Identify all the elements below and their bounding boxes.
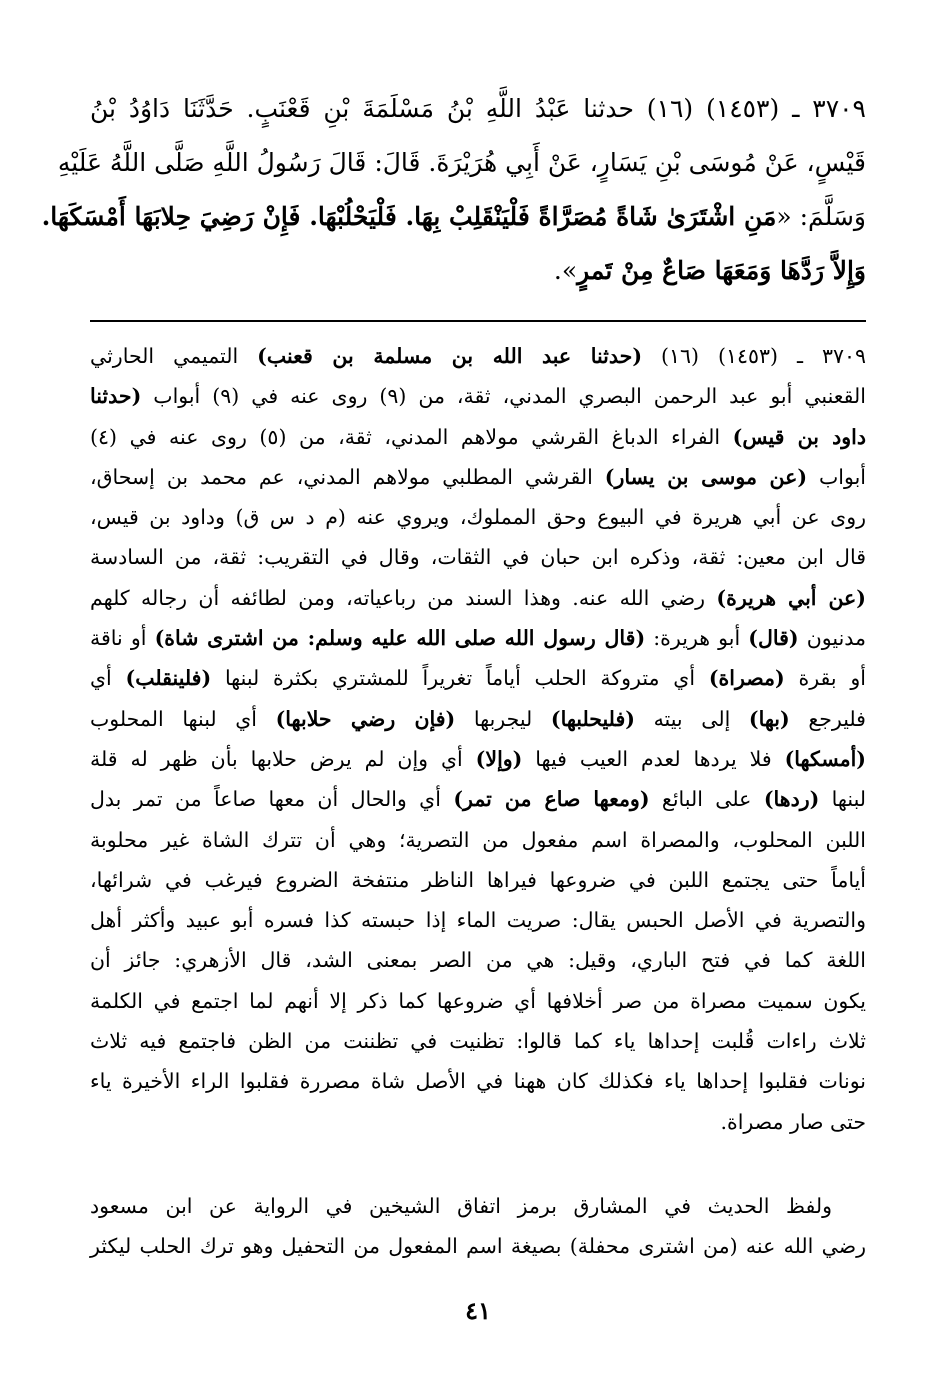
bold-segment: (بها): [748, 706, 790, 731]
commentary-line: [90, 940, 866, 980]
text-segment: إلى بيته: [634, 706, 749, 731]
hadith-line: [41, 190, 866, 244]
commentary-line: [90, 457, 866, 497]
second-paragraph: [90, 1186, 866, 1266]
bold-segment: داود بن قيس): [732, 424, 866, 449]
text-segment: فلا يردها لعدم العيب فيها: [522, 746, 785, 771]
text-segment: القرشي المطلبي مولاهم المدني، عم محمد بن إسحاق،: [90, 464, 605, 489]
commentary-line: [90, 900, 866, 940]
book-page: [41, 0, 867, 1383]
hadith-line: [90, 244, 866, 298]
text-segment: والتصرية في الأصل الحبس يقال: صريت الماء إذا حبسته كذا فسره أبو عبيد وأكثر أهل: [90, 908, 866, 933]
text-segment: أياماً حتى يجتمع اللبن في ضروعها فيراها الناظر منتفخة الضروع فيرغب في شرائها،: [90, 867, 866, 892]
text-segment: قال ابن معين: ثقة، وذكره ابن حبان في الثقات، وقال في التقريب: ثقة، من السادسة: [90, 545, 866, 570]
bold-segment: (قال): [748, 626, 799, 651]
commentary-line: [90, 981, 866, 1021]
text-segment: ٣٧٠٩ ـ (١٤٥٣) (١٦): [642, 344, 867, 368]
footnote-divider: [90, 320, 866, 322]
commentary-line: [90, 820, 866, 860]
text-segment: فليرجع: [789, 706, 866, 731]
text-segment: ليجربها: [455, 706, 551, 731]
commentary-line: [90, 658, 866, 698]
text-segment: ».: [553, 256, 578, 285]
commentary-line: [90, 739, 866, 779]
text-segment: قَيْسٍ، عَنْ مُوسَى بْنِ يَسَارٍ، عَنْ أَبِي هُرَيْرَةَ. قَالَ: قَالَ رَسُولُ اللَّهِ صَلَّى اللَّهُ عَلَيْهِ: [57, 148, 866, 177]
hadith-line: [57, 136, 866, 190]
bold-segment: (ومعها صاع من تمر): [453, 787, 650, 812]
text-segment: الفراء الدباغ القرشي مولاهم المدني، ثقة، من (٥) روى عنه في (٤): [90, 424, 733, 449]
bold-segment: وَإِلاَّ رَدَّهَا وَمَعَهَا صَاعٌ مِنْ تَمرٍ: [577, 256, 866, 285]
text-segment: رضي الله عنه (من اشترى محفلة) بصيغة اسم المفعول من التحفيل وهو ترك الحلب ليكثر: [90, 1234, 866, 1258]
text-segment: ثلاث راءات قُلبت إحداها ياء كما قالوا: تظنيت في تظننت من الظن فاجتمع فيه ثلاث: [90, 1029, 866, 1054]
commentary-line: [90, 618, 866, 658]
bold-segment: (عن أبي هريرة): [716, 585, 866, 610]
commentary-text: [90, 336, 866, 1142]
bold-segment: (حدثنا: [90, 384, 142, 409]
text-segment: مدنيون: [798, 626, 867, 651]
text-segment: أو بقرة: [784, 666, 866, 691]
text-segment: أو ناقة: [90, 626, 155, 651]
page-number: ٤١: [465, 1296, 491, 1325]
text-segment: وَسَلَّمَ: «: [776, 202, 866, 231]
bold-segment: (ردها): [763, 787, 820, 812]
paragraph-line: [90, 1226, 866, 1266]
text-segment: نونات فقلبوا إحداها ياء فكذلك كان ههنا في الأصل شاة مصررة فقلبوا الراء الأخيرة ياء: [90, 1069, 866, 1094]
hadith-text: [41, 82, 866, 298]
commentary-line: [90, 497, 866, 537]
text-segment: أبواب: [807, 464, 866, 489]
text-segment: اللبن المحلوب، والمصراة اسم مفعول من التصرية؛ وهي أن تترك الشاة غير محلوبة: [90, 827, 866, 852]
hadith-line: [90, 82, 866, 136]
text-segment: أي وإن لم يرض حلابها بأن ظهر له قلة: [90, 746, 476, 771]
bold-segment: مَنِ اشْتَرَىٰ شَاةً مُصَرَّاةً فَلْيَنْقَلِبْ بِهَا. فَلْيَحْلُبْهَا. فَإِنْ رَضِيَ حِلابَهَا أَمْسَكَهَا.: [41, 202, 777, 231]
text-segment: على البائع: [649, 787, 764, 812]
bold-segment: (قال رسول الله صلى الله عليه وسلم: من اشترى شاة): [154, 626, 646, 651]
text-segment: ٣٧٠٩ ـ (١٤٥٣) (١٦) حدثنا عَبْدُ اللَّهِ بْنُ مَسْلَمَةَ بْنِ قَعْنَبٍ. حَدَّثَنَا دَاوُدُ بْنُ: [90, 94, 866, 123]
commentary-line: [90, 578, 866, 618]
bold-segment: (مصراة): [708, 666, 785, 691]
bold-segment: (فليحلبها): [550, 706, 635, 731]
commentary-line: [90, 699, 866, 739]
bold-segment: (فلينقلب): [125, 666, 212, 691]
text-segment: القعنبي أبو عبد الرحمن البصري المدني، ثقة، من (٩) روى عنه في (٩) أبواب: [141, 384, 866, 409]
bold-segment: (عن موسى بن يسار): [604, 464, 808, 489]
text-segment: روى عن أبي هريرة في البيوع وحق المملوك، ويروي عنه (م د س ق) وداود بن قيس،: [90, 505, 866, 530]
text-segment: اللغة كما في فتح الباري، وقيل: هي من الصر بمعنى الشد، قال الأزهري: جائز أن: [90, 948, 866, 973]
commentary-line: [90, 779, 866, 819]
bold-segment: (فإن رضي حلابها): [275, 706, 456, 731]
bold-segment: (أمسكها): [784, 746, 866, 771]
commentary-line: [90, 537, 866, 577]
text-segment: أبو هريرة:: [645, 626, 749, 651]
text-segment: لبنها: [819, 787, 866, 812]
commentary-line: [90, 376, 866, 416]
commentary-line: [90, 1102, 866, 1142]
bold-segment: (حدثنا عبد الله بن مسلمة بن قعنب): [257, 344, 643, 368]
text-segment: حتى صار مصراة.: [720, 1109, 866, 1134]
commentary-line: [90, 1061, 866, 1101]
commentary-line: [90, 336, 866, 376]
commentary-line: [90, 860, 866, 900]
text-segment: التميمي الحارثي: [90, 344, 258, 368]
text-segment: أي لبنها المحلوب: [90, 706, 276, 731]
text-segment: رضي الله عنه. وهذا السند من رباعياته، ومن لطائفه أن رجاله كلهم: [90, 585, 717, 610]
commentary-line: [90, 1021, 866, 1061]
text-segment: أي: [90, 666, 126, 691]
text-segment: أي متروكة الحلب أياماً تغريراً للمشتري بكثرة لبنها: [211, 666, 709, 691]
text-segment: يكون سميت مصراة من صر أخلافها أي ضروعها كما ذكر إلا أنهم لما اجتمع في الكلمة: [90, 988, 866, 1013]
commentary-line: [90, 417, 866, 457]
text-segment: ولفظ الحديث في المشارق برمز اتفاق الشيخين في الرواية عن ابن مسعود: [90, 1194, 832, 1218]
text-segment: أي والحال أن معها صاعاً من تمر بدل: [90, 787, 454, 812]
paragraph-line: [90, 1186, 866, 1226]
bold-segment: (وإلا): [475, 746, 523, 771]
